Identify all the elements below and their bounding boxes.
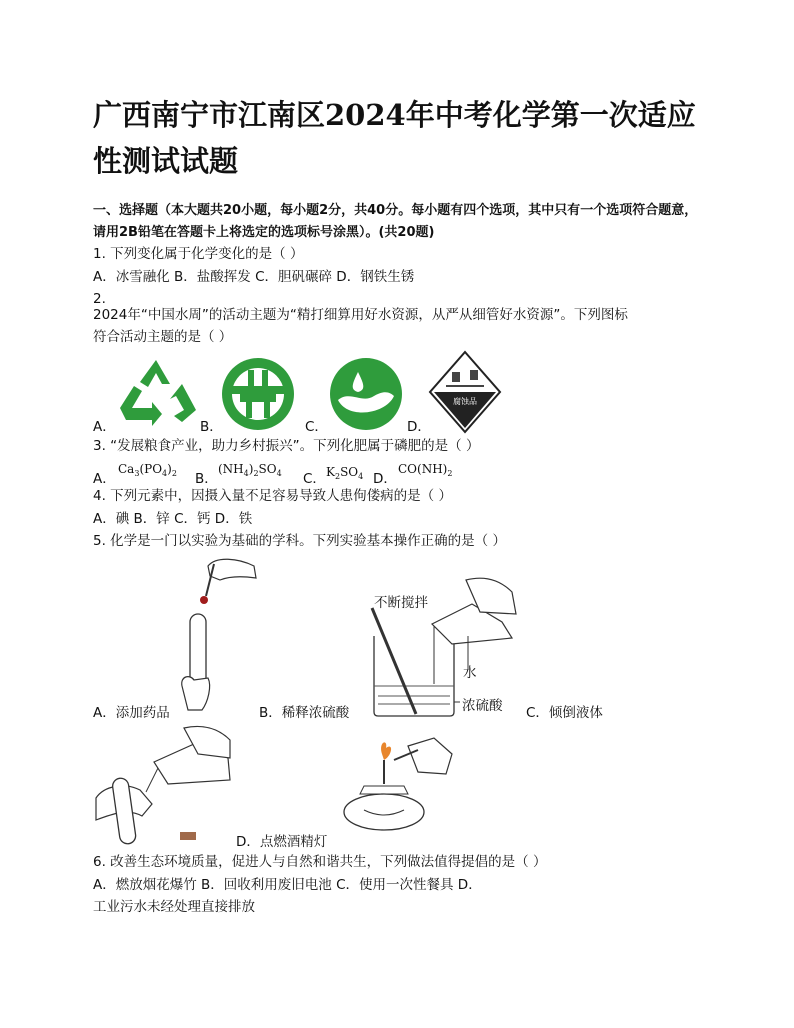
- q2-option-b: B．: [200, 419, 223, 435]
- q3-option-a: A．: [93, 471, 116, 487]
- q2-number: 2.: [93, 291, 106, 307]
- q3-option-d: D．: [373, 471, 397, 487]
- q2-option-c: C．: [305, 419, 328, 435]
- q5-label-b: B．稀释浓硫酸: [259, 705, 350, 721]
- q2-option-d: D．: [407, 419, 431, 435]
- pouring-liquid-illustration: [94, 724, 236, 848]
- diluting-acid-illustration: [362, 574, 530, 720]
- q2-option-a: A．: [93, 419, 116, 435]
- stir-label: 不断搅拌: [374, 595, 428, 611]
- q3-option-b: B．: [195, 471, 218, 487]
- water-saving-icon: [220, 356, 296, 432]
- corrosive-icon: [428, 350, 502, 434]
- q1-options: A．冰雪融化 B．盐酸挥发 C．胆矾碾碎 D．钢铁生锈: [93, 269, 415, 285]
- recycle-icon: [112, 356, 200, 428]
- corrosive-sign-text: 腐蚀品: [453, 397, 477, 406]
- q2-stem-line2: 符合活动主题的是（ ）: [93, 329, 233, 345]
- alcohol-lamp-illustration: [334, 736, 456, 836]
- q5-stem: 5. 化学是一门以实验为基础的学科。下列实验基本操作正确的是（ ）: [93, 533, 506, 549]
- q5-label-c: C．倾倒液体: [526, 705, 603, 721]
- q4-options: A．碘 B．锌 C．钙 D．铁: [93, 511, 253, 527]
- page-title: 广西南宁市江南区2024年中考化学第一次适应性测试试题: [93, 98, 696, 178]
- water-drop-icon: [328, 356, 404, 432]
- q3-formula-a: $Ca_3(PO_4)_2$: [118, 462, 177, 478]
- q2-stem-line1: 2024年“中国水周”的活动主题为“精打细算用好水资源，从严从细管好水资源”。下列图标: [93, 307, 628, 323]
- q3-option-c: C．: [303, 471, 326, 487]
- q6-stem: 6. 改善生态环境质量，促进人与自然和谐共生，下列做法值得提倡的是（ ）: [93, 854, 547, 870]
- q6-options: A．燃放烟花爆竹 B．回收利用废旧电池 C．使用一次性餐具 D．: [93, 877, 482, 893]
- adding-reagent-illustration: [172, 554, 262, 724]
- q1-stem: 1. 下列变化属于化学变化的是（ ）: [93, 246, 304, 262]
- acid-label: 浓硫酸: [462, 698, 503, 714]
- q3-formula-b: $(NH_4)_2SO_4$: [218, 462, 282, 478]
- q3-formula-d: $CO(NH)_2$: [398, 462, 453, 478]
- q5-label-a: A．添加药品: [93, 705, 170, 721]
- q4-stem: 4. 下列元素中，因摄入量不足容易导致人患佝偻病的是（ ）: [93, 488, 452, 504]
- q3-formula-c: $K_2SO_4$: [326, 465, 364, 481]
- water-label: 水: [463, 665, 477, 681]
- section-heading: 一、选择题（本大题共20小题，每小题2分，共40分。每小题有四个选项，其中只有一个选项符合题意，请用2B铅笔在答题卡上将选定的选项标号涂黑）。(共20题): [93, 203, 698, 240]
- q6-options-continued: 工业污水未经处理直接排放: [93, 899, 255, 915]
- q5-label-d: D．点燃酒精灯: [236, 834, 328, 850]
- q3-stem: 3. “发展粮食产业，助力乡村振兴”。下列化肥属于磷肥的是（ ）: [93, 438, 480, 454]
